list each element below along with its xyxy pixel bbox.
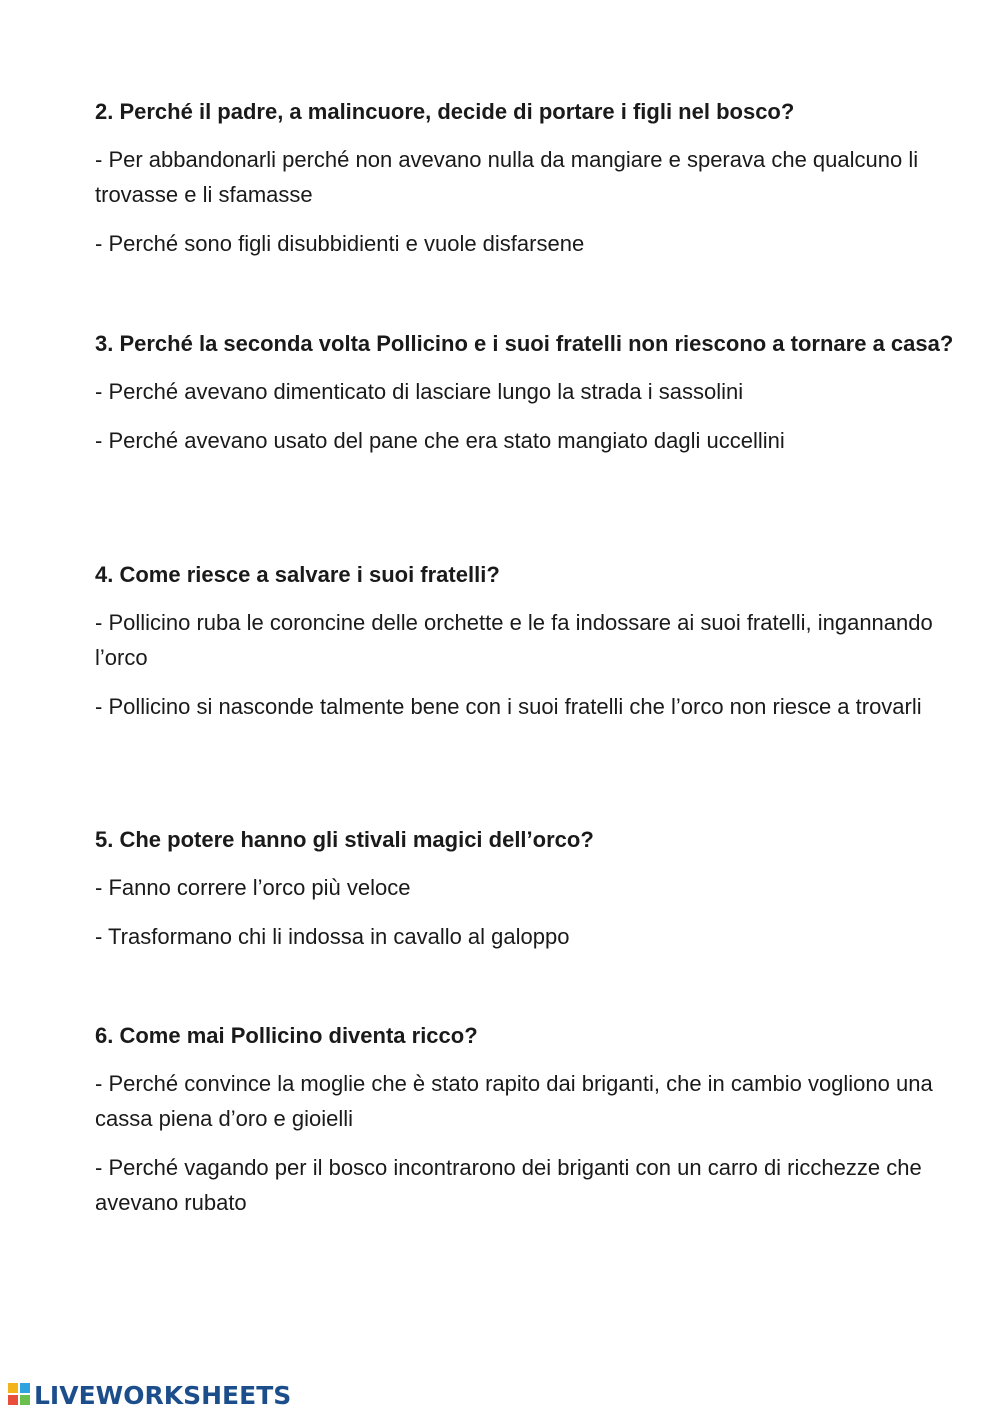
liveworksheets-logo [8, 1380, 291, 1410]
answer-option[interactable]: - Perché convince la moglie che è stato rapito dai briganti, che in cambio vogliono una cassa piena d’oro e gioielli [95, 1071, 933, 1131]
question-block-3 [95, 326, 955, 472]
question-block-4 [95, 557, 955, 738]
answer-option[interactable]: - Trasformano chi li indossa in cavallo al galoppo [95, 924, 570, 949]
answer-option[interactable]: - Perché avevano dimenticato di lasciare lungo la strada i sassolini [95, 379, 744, 404]
logo-block [8, 1383, 18, 1393]
logo-text: LIVEWORKSHEETS [34, 1380, 292, 1410]
answer-option[interactable]: - Perché sono figli disubbidienti e vuole disfarsene [95, 231, 585, 256]
question-title: 6. Come mai Pollicino diventa ricco? [95, 1023, 478, 1048]
question-title: 2. Perché il padre, a malincuore, decide di portare i figli nel bosco? [95, 99, 795, 124]
logo-block [20, 1383, 30, 1393]
logo-blocks-icon [8, 1383, 32, 1407]
answer-option[interactable]: - Perché vagando per il bosco incontrarono dei briganti con un carro di ricchezze che avevano rubato [95, 1155, 922, 1215]
question-title: 5. Che potere hanno gli stivali magici dell’orco? [95, 827, 594, 852]
answer-option[interactable]: - Pollicino si nasconde talmente bene con i suoi fratelli che l’orco non riesce a trovarli [95, 694, 922, 719]
question-block-6 [95, 1018, 955, 1234]
logo-block [20, 1395, 30, 1405]
answer-option[interactable]: - Fanno correre l’orco più veloce [95, 875, 411, 900]
question-block-2 [95, 94, 955, 275]
question-title: 4. Come riesce a salvare i suoi fratelli? [95, 562, 500, 587]
answer-option[interactable]: - Pollicino ruba le coroncine delle orchette e le fa indossare ai suoi fratelli, ingannando l’orco [95, 610, 933, 670]
question-block-5 [95, 822, 955, 968]
answer-option[interactable]: - Per abbandonarli perché non avevano nulla da mangiare e sperava che qualcuno li trovasse e li sfamasse [95, 147, 919, 207]
logo-block [8, 1395, 18, 1405]
answer-option[interactable]: - Perché avevano usato del pane che era stato mangiato dagli uccellini [95, 428, 785, 453]
question-title: 3. Perché la seconda volta Pollicino e i suoi fratelli non riescono a tornare a casa? [95, 331, 954, 356]
